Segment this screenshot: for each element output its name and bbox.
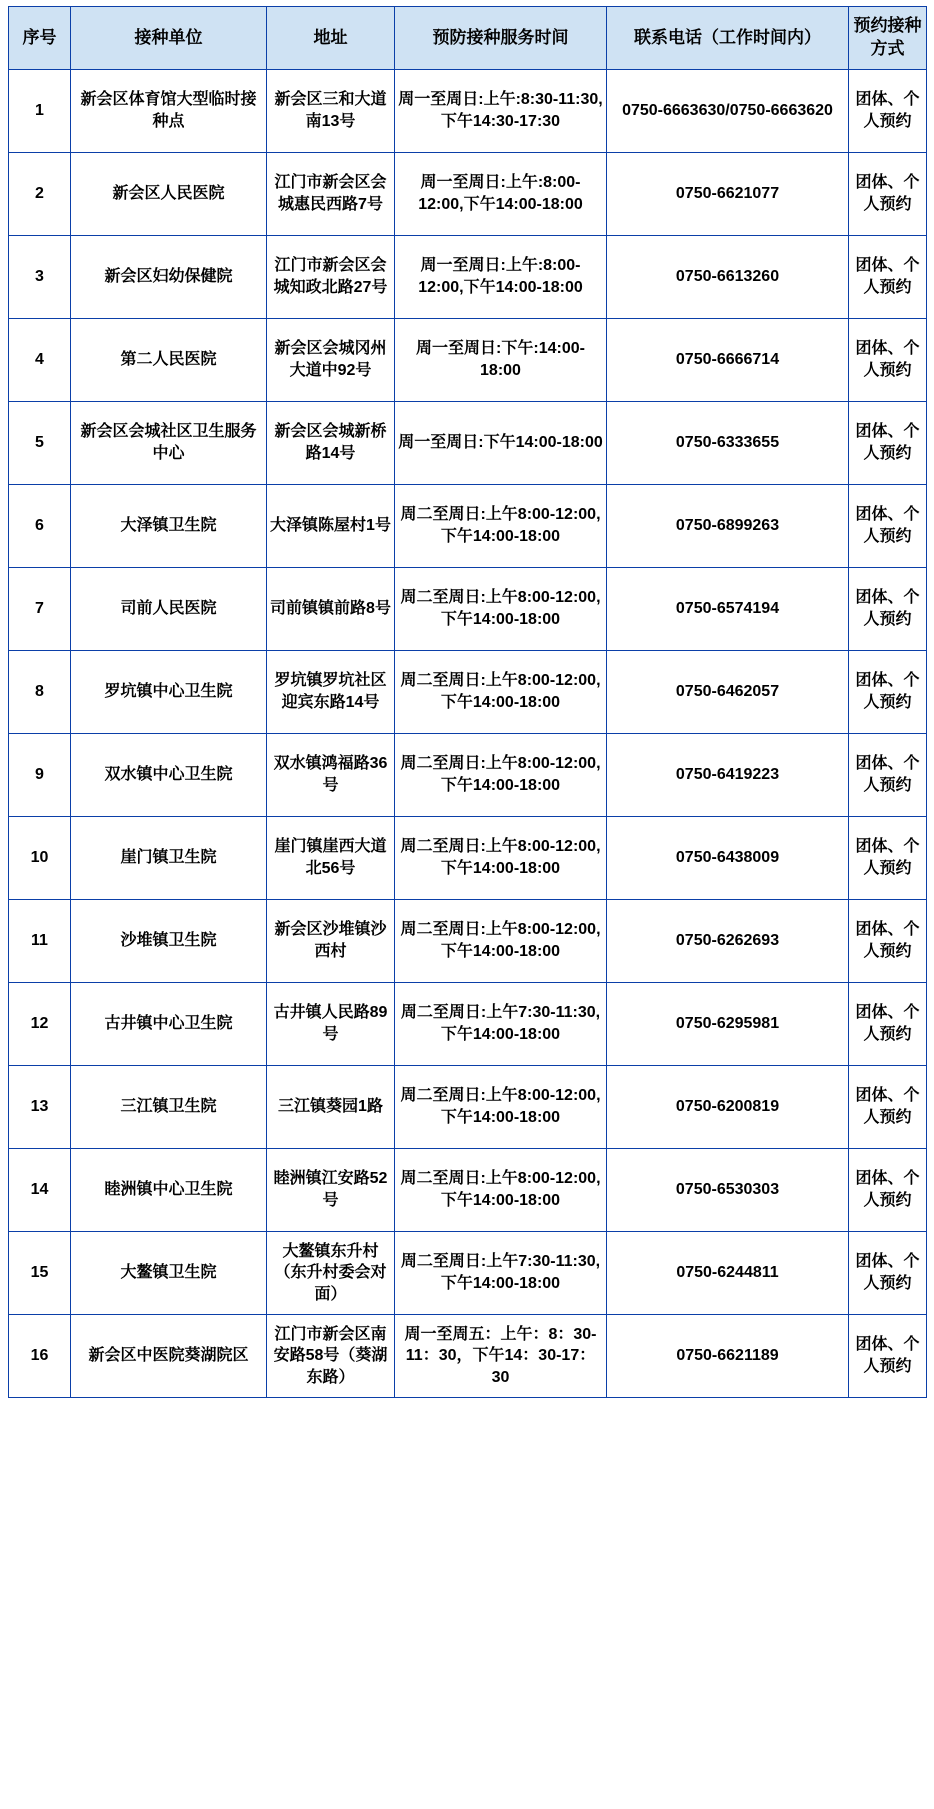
cell-service-time: 周一至周日:下午14:00-18:00 xyxy=(395,402,607,485)
cell-service-time: 周二至周日:上午8:00-12:00,下午14:00-18:00 xyxy=(395,1149,607,1232)
cell-unit: 古井镇中心卫生院 xyxy=(71,983,267,1066)
cell-phone: 0750-6262693 xyxy=(607,900,849,983)
cell-address: 大泽镇陈屋村1号 xyxy=(267,485,395,568)
cell-unit: 罗坑镇中心卫生院 xyxy=(71,651,267,734)
cell-booking: 团体、个人预约 xyxy=(849,485,927,568)
table-row xyxy=(9,1232,927,1315)
cell-address: 双水镇鸿福路36号 xyxy=(267,734,395,817)
cell-service-time: 周一至周日:上午:8:30-11:30,下午14:30-17:30 xyxy=(395,70,607,153)
table-row xyxy=(9,817,927,900)
cell-service-time: 周一至周日:上午:8:00-12:00,下午14:00-18:00 xyxy=(395,236,607,319)
table-row xyxy=(9,1066,927,1149)
cell-phone: 0750-6438009 xyxy=(607,817,849,900)
cell-unit: 新会区妇幼保健院 xyxy=(71,236,267,319)
cell-booking: 团体、个人预约 xyxy=(849,817,927,900)
cell-address: 三江镇葵园1路 xyxy=(267,1066,395,1149)
cell-index: 14 xyxy=(9,1149,71,1232)
cell-unit: 三江镇卫生院 xyxy=(71,1066,267,1149)
cell-unit: 睦洲镇中心卫生院 xyxy=(71,1149,267,1232)
cell-booking: 团体、个人预约 xyxy=(849,568,927,651)
cell-index: 11 xyxy=(9,900,71,983)
cell-unit: 大鳌镇卫生院 xyxy=(71,1232,267,1315)
cell-service-time: 周一至周日:下午:14:00-18:00 xyxy=(395,319,607,402)
cell-unit: 双水镇中心卫生院 xyxy=(71,734,267,817)
cell-phone: 0750-6613260 xyxy=(607,236,849,319)
cell-booking: 团体、个人预约 xyxy=(849,1066,927,1149)
table-row xyxy=(9,485,927,568)
cell-unit: 崖门镇卫生院 xyxy=(71,817,267,900)
cell-index: 8 xyxy=(9,651,71,734)
cell-booking: 团体、个人预约 xyxy=(849,70,927,153)
cell-index: 6 xyxy=(9,485,71,568)
cell-phone: 0750-6621189 xyxy=(607,1315,849,1398)
cell-booking: 团体、个人预约 xyxy=(849,1315,927,1398)
cell-address: 江门市新会区会城知政北路27号 xyxy=(267,236,395,319)
cell-phone: 0750-6200819 xyxy=(607,1066,849,1149)
cell-service-time: 周一至周日:上午:8:00-12:00,下午14:00-18:00 xyxy=(395,153,607,236)
cell-unit: 大泽镇卫生院 xyxy=(71,485,267,568)
table-row xyxy=(9,153,927,236)
table-row xyxy=(9,402,927,485)
cell-phone: 0750-6663630/0750-6663620 xyxy=(607,70,849,153)
table-row xyxy=(9,236,927,319)
cell-index: 15 xyxy=(9,1232,71,1315)
cell-phone: 0750-6621077 xyxy=(607,153,849,236)
cell-address: 司前镇镇前路8号 xyxy=(267,568,395,651)
vaccination-site-table xyxy=(8,6,927,1398)
cell-booking: 团体、个人预约 xyxy=(849,651,927,734)
cell-address: 江门市新会区南安路58号（葵湖东路） xyxy=(267,1315,395,1398)
cell-service-time: 周二至周日:上午8:00-12:00,下午14:00-18:00 xyxy=(395,651,607,734)
cell-phone: 0750-6530303 xyxy=(607,1149,849,1232)
table-row xyxy=(9,734,927,817)
cell-unit: 司前人民医院 xyxy=(71,568,267,651)
cell-index: 4 xyxy=(9,319,71,402)
cell-service-time: 周二至周日:上午8:00-12:00,下午14:00-18:00 xyxy=(395,485,607,568)
cell-unit: 新会区会城社区卫生服务中心 xyxy=(71,402,267,485)
cell-phone: 0750-6899263 xyxy=(607,485,849,568)
column-header-address: 地址 xyxy=(267,7,395,70)
cell-phone: 0750-6333655 xyxy=(607,402,849,485)
cell-address: 新会区会城冈州大道中92号 xyxy=(267,319,395,402)
cell-booking: 团体、个人预约 xyxy=(849,319,927,402)
cell-booking: 团体、个人预约 xyxy=(849,153,927,236)
cell-address: 新会区沙堆镇沙西村 xyxy=(267,900,395,983)
cell-address: 新会区会城新桥路14号 xyxy=(267,402,395,485)
column-header-phone: 联系电话（工作时间内） xyxy=(607,7,849,70)
cell-service-time: 周二至周日:上午8:00-12:00,下午14:00-18:00 xyxy=(395,817,607,900)
table-row xyxy=(9,900,927,983)
cell-index: 3 xyxy=(9,236,71,319)
cell-index: 1 xyxy=(9,70,71,153)
cell-booking: 团体、个人预约 xyxy=(849,1149,927,1232)
cell-unit: 新会区人民医院 xyxy=(71,153,267,236)
cell-phone: 0750-6462057 xyxy=(607,651,849,734)
cell-service-time: 周一至周五：上午：8：30-11：30，下午14：30-17：30 xyxy=(395,1315,607,1398)
cell-address: 罗坑镇罗坑社区迎宾东路14号 xyxy=(267,651,395,734)
cell-booking: 团体、个人预约 xyxy=(849,1232,927,1315)
table-body xyxy=(9,70,927,1398)
cell-phone: 0750-6574194 xyxy=(607,568,849,651)
cell-phone: 0750-6419223 xyxy=(607,734,849,817)
cell-booking: 团体、个人预约 xyxy=(849,402,927,485)
cell-service-time: 周二至周日:上午8:00-12:00,下午14:00-18:00 xyxy=(395,900,607,983)
cell-service-time: 周二至周日:上午7:30-11:30,下午14:00-18:00 xyxy=(395,1232,607,1315)
cell-index: 5 xyxy=(9,402,71,485)
cell-address: 古井镇人民路89号 xyxy=(267,983,395,1066)
cell-index: 16 xyxy=(9,1315,71,1398)
cell-service-time: 周二至周日:上午7:30-11:30,下午14:00-18:00 xyxy=(395,983,607,1066)
table-row xyxy=(9,319,927,402)
cell-address: 大鳌镇东升村（东升村委会对面） xyxy=(267,1232,395,1315)
table-row xyxy=(9,568,927,651)
cell-service-time: 周二至周日:上午8:00-12:00,下午14:00-18:00 xyxy=(395,568,607,651)
table-row xyxy=(9,1149,927,1232)
table-row xyxy=(9,70,927,153)
cell-booking: 团体、个人预约 xyxy=(849,734,927,817)
cell-service-time: 周二至周日:上午8:00-12:00,下午14:00-18:00 xyxy=(395,1066,607,1149)
cell-booking: 团体、个人预约 xyxy=(849,900,927,983)
table-row xyxy=(9,983,927,1066)
cell-phone: 0750-6244811 xyxy=(607,1232,849,1315)
cell-booking: 团体、个人预约 xyxy=(849,983,927,1066)
table-header xyxy=(9,7,927,70)
cell-unit: 沙堆镇卫生院 xyxy=(71,900,267,983)
cell-index: 7 xyxy=(9,568,71,651)
table-header-row xyxy=(9,7,927,70)
cell-service-time: 周二至周日:上午8:00-12:00,下午14:00-18:00 xyxy=(395,734,607,817)
cell-address: 新会区三和大道南13号 xyxy=(267,70,395,153)
table-row xyxy=(9,651,927,734)
column-header-unit: 接种单位 xyxy=(71,7,267,70)
cell-unit: 新会区体育馆大型临时接种点 xyxy=(71,70,267,153)
cell-index: 9 xyxy=(9,734,71,817)
cell-phone: 0750-6295981 xyxy=(607,983,849,1066)
cell-index: 2 xyxy=(9,153,71,236)
column-header-service-time: 预防接种服务时间 xyxy=(395,7,607,70)
cell-unit: 新会区中医院葵湖院区 xyxy=(71,1315,267,1398)
column-header-index: 序号 xyxy=(9,7,71,70)
cell-address: 江门市新会区会城惠民西路7号 xyxy=(267,153,395,236)
cell-address: 睦洲镇江安路52号 xyxy=(267,1149,395,1232)
cell-phone: 0750-6666714 xyxy=(607,319,849,402)
cell-unit: 第二人民医院 xyxy=(71,319,267,402)
cell-index: 12 xyxy=(9,983,71,1066)
cell-index: 13 xyxy=(9,1066,71,1149)
column-header-booking: 预约接种方式 xyxy=(849,7,927,70)
cell-booking: 团体、个人预约 xyxy=(849,236,927,319)
cell-address: 崖门镇崖西大道北56号 xyxy=(267,817,395,900)
table-row xyxy=(9,1315,927,1398)
cell-index: 10 xyxy=(9,817,71,900)
